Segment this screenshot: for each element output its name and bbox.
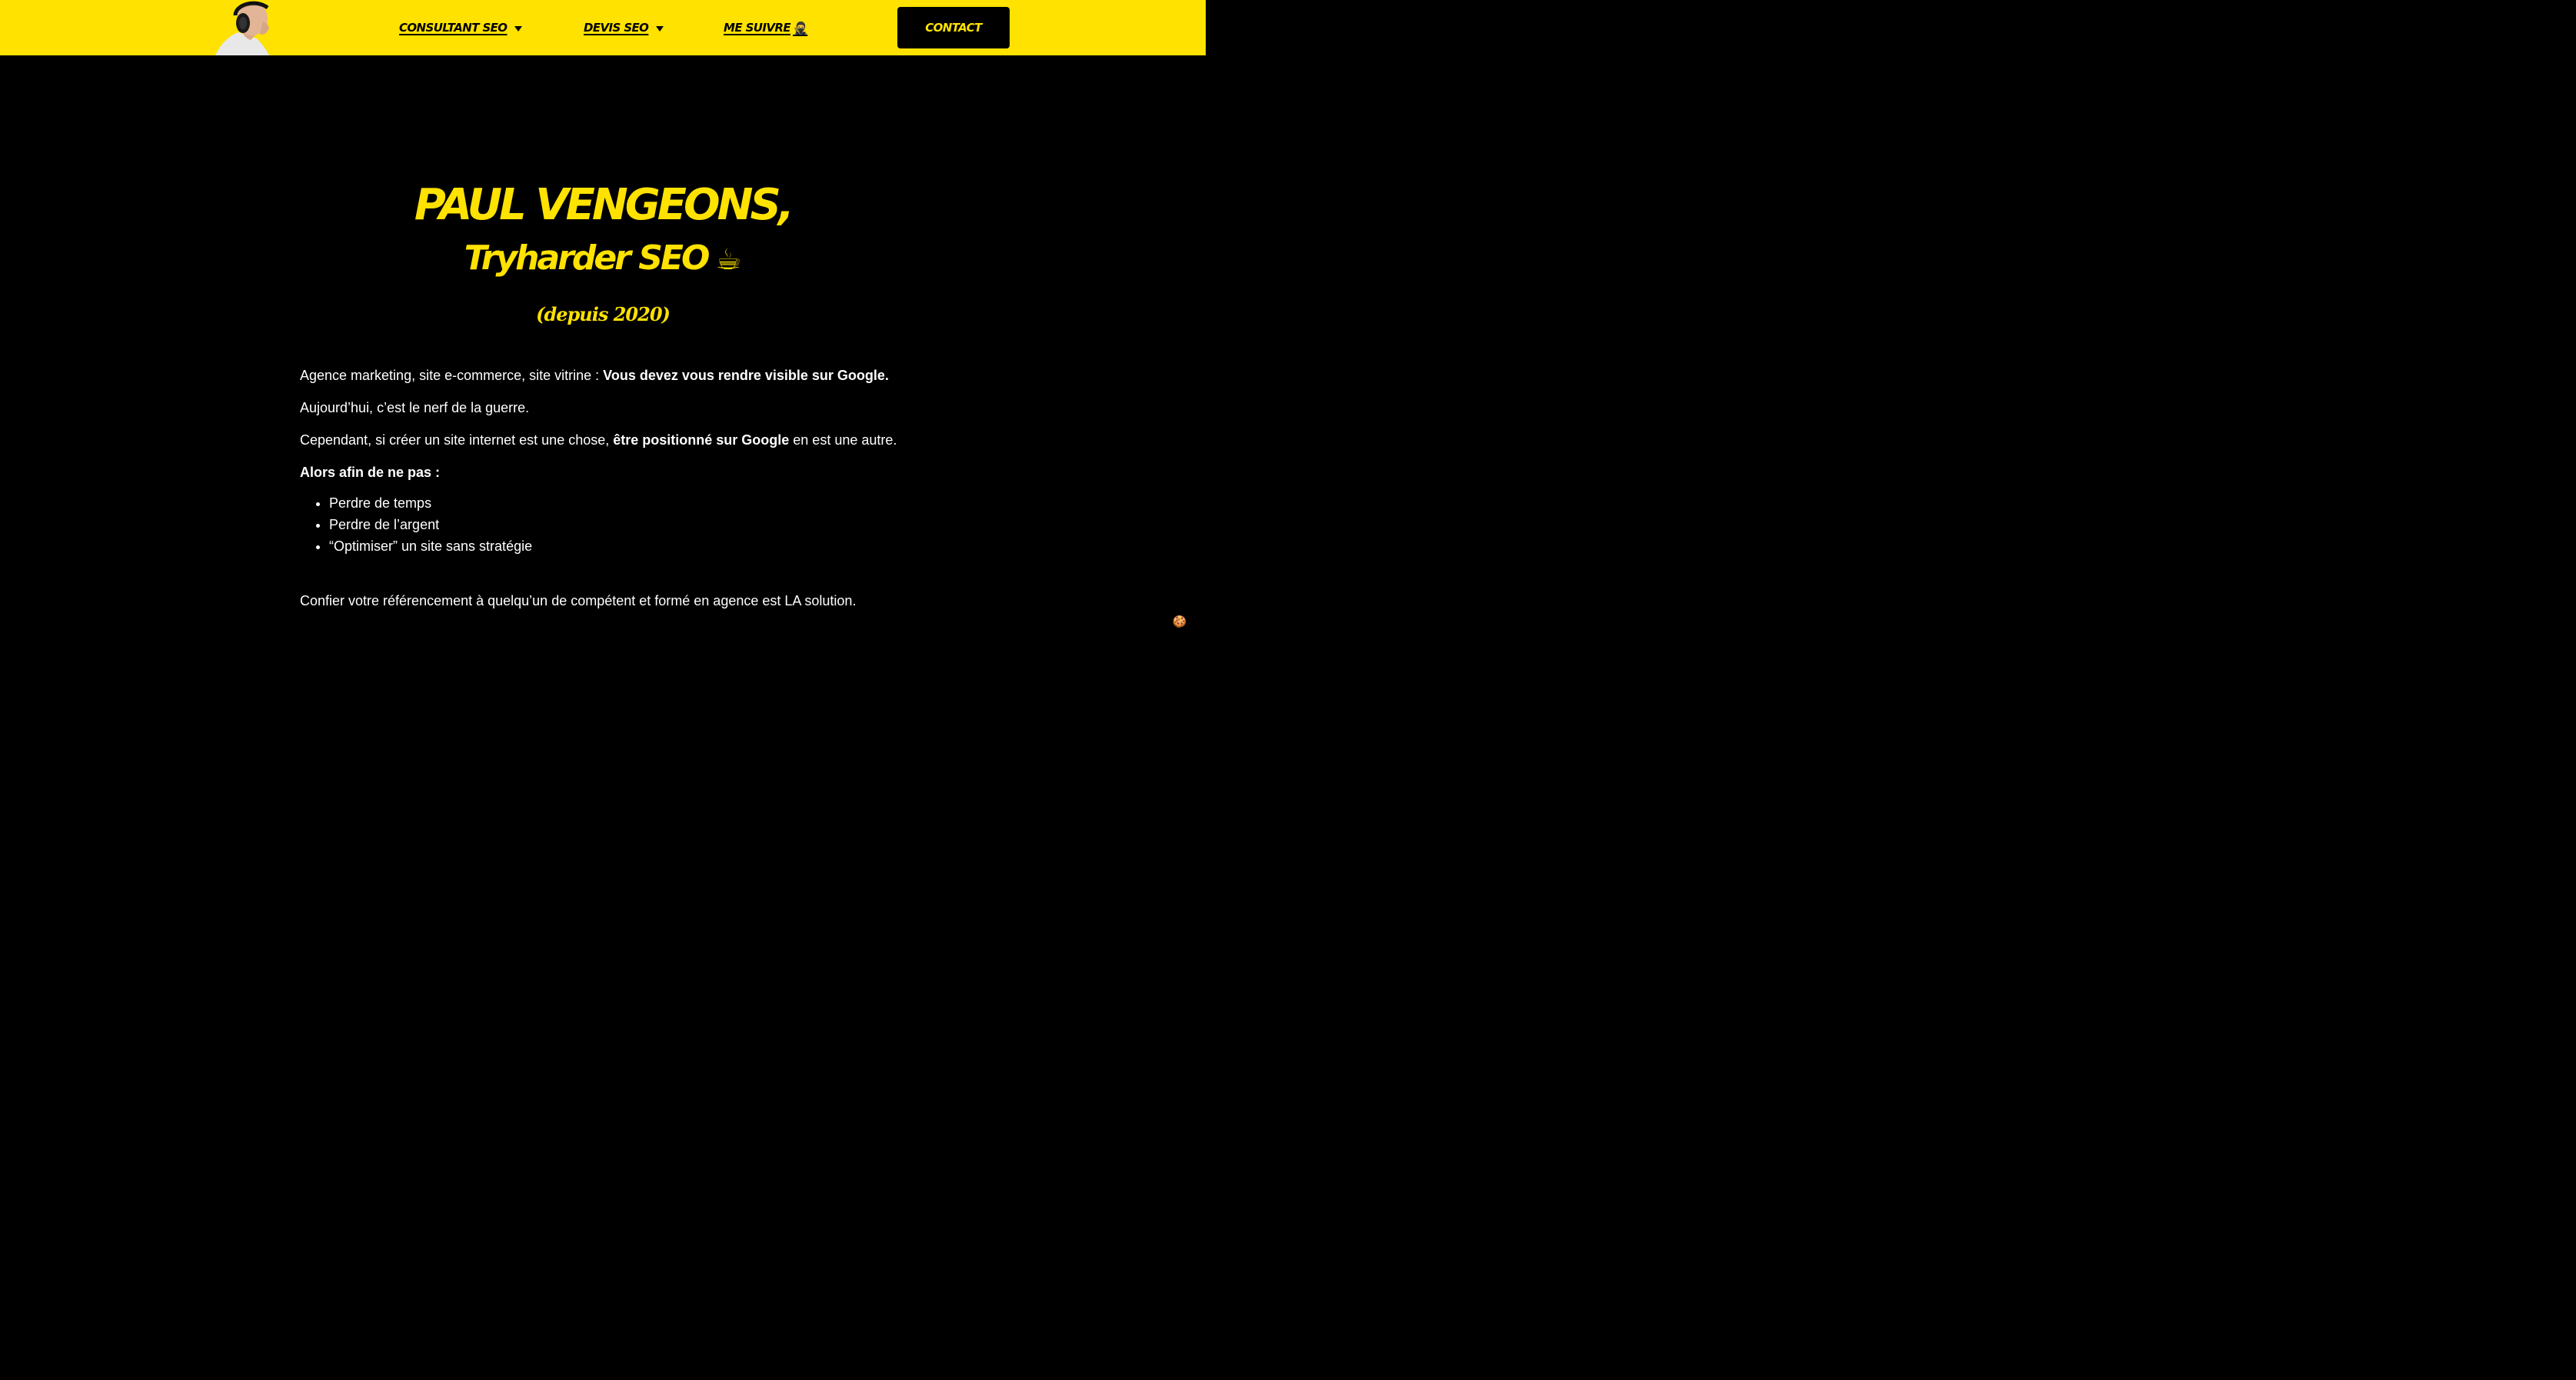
list-item: • Perdre de l’argent [329, 514, 532, 535]
chevron-down-icon[interactable] [656, 26, 664, 32]
intro-paragraph-1 [300, 365, 889, 386]
intro-paragraph-2: Aujourd’hui, c’est le nerf de la guerre. [300, 400, 530, 415]
intro-paragraph-5: Confier votre référencement à quelqu’un de compétent et formé en agence est LA solution. [300, 593, 857, 608]
intro-p3-bold: être positionné sur Google [613, 432, 790, 448]
hero-since: (depuis 2020) [536, 303, 670, 325]
contact-button-label: CONTACT [925, 21, 982, 35]
hero-title: PAUL VENGEONS, [414, 180, 792, 230]
intro-paragraph-3 [300, 429, 897, 451]
intro-p1-text: Agence marketing, site e-commerce, site vitrine : [300, 368, 604, 383]
nav-me-suivre[interactable] [724, 18, 807, 37]
intro-p4-bold: Alors afin de ne pas : [300, 465, 441, 480]
nav-consultant-seo-label[interactable]: CONSULTANT SEO [399, 21, 508, 35]
intro-p3-text: Cependant, si créer un site internet est une chose, [300, 432, 614, 448]
nav-devis-seo-label[interactable]: DEVIS SEO [584, 21, 649, 35]
hero-subtitle [0, 235, 1206, 282]
nav-consultant-seo[interactable] [399, 18, 522, 37]
list-item: • Perdre de temps [329, 492, 532, 514]
nav-devis-seo[interactable] [584, 18, 664, 37]
nav-me-suivre-label[interactable]: ME SUIVRE [724, 21, 790, 35]
pain-points-list [300, 492, 532, 557]
intro-p3-end: en est une autre. [789, 432, 897, 448]
intro-paragraph-4 [300, 462, 440, 483]
cookie-icon[interactable]: 🍪 [1172, 615, 1187, 628]
avatar-illustration [212, 0, 277, 55]
contact-button[interactable] [897, 7, 1010, 48]
ninja-emoji-icon: 🥷 [792, 20, 808, 35]
chevron-down-icon[interactable] [514, 26, 522, 32]
site-header [0, 0, 1206, 55]
avatar[interactable] [212, 0, 277, 55]
hero-subtitle-text: Tryharder SEO [464, 238, 708, 278]
coffee-cup-icon: ☕ [715, 242, 742, 276]
list-item: • “Optimiser” un site sans stratégie [329, 535, 532, 557]
intro-p1-bold: Vous devez vous rendre visible sur Google. [603, 368, 889, 383]
